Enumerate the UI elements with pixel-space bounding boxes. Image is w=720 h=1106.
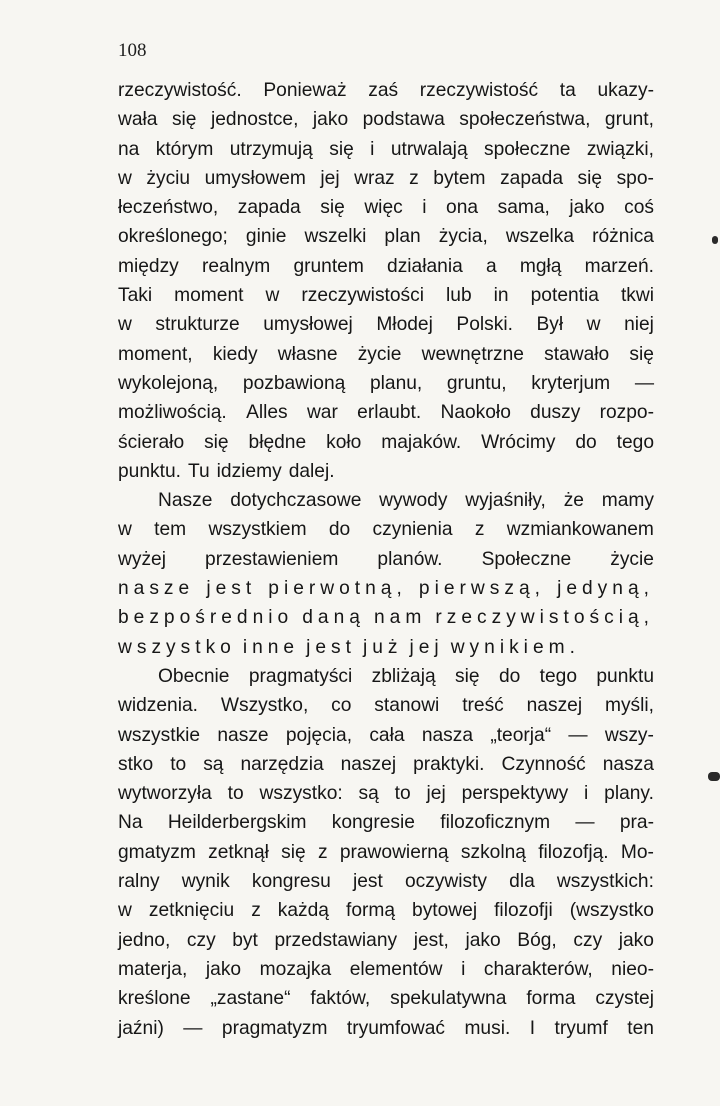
word: naszej [340, 753, 397, 775]
word: nasza [602, 753, 654, 775]
word: faktów, [310, 988, 371, 1010]
text-line [118, 926, 654, 955]
word: pierwotną, [268, 578, 407, 600]
word: mamy [601, 490, 654, 512]
word: praktyki. [413, 753, 485, 775]
word: w [118, 519, 132, 541]
text-line [118, 984, 654, 1013]
word: sama, [497, 197, 550, 219]
word: ścierało [118, 431, 185, 453]
word: z [317, 841, 328, 863]
word: Polski. [456, 314, 513, 336]
word: do [498, 665, 521, 687]
word: — [575, 812, 595, 834]
word: naszej [526, 695, 583, 717]
word: tem [154, 519, 187, 541]
word: się [204, 431, 229, 453]
word: cała [369, 724, 405, 746]
word: wszy- [604, 724, 654, 746]
word: filozofją. [538, 841, 609, 863]
word: grunt, [604, 109, 654, 131]
word: każdą [277, 900, 329, 922]
word: co [331, 695, 352, 717]
word: czy [573, 929, 603, 951]
word: zapada [237, 197, 301, 219]
text-line [118, 691, 654, 720]
word: pojęcia, [285, 724, 353, 746]
word: formą [345, 900, 396, 922]
word: są [358, 783, 379, 805]
word: kryterjum [531, 372, 611, 394]
word: treść [462, 695, 504, 717]
word: własne [277, 343, 338, 365]
page-number: 108 [118, 40, 147, 61]
word: przedstawiany [274, 929, 398, 951]
word: tego [616, 431, 654, 453]
word: błędne [248, 431, 307, 453]
word: określonego; [118, 226, 228, 248]
word: jako [465, 929, 501, 951]
text-line [118, 369, 654, 398]
text-line [118, 955, 654, 984]
word: życiu [146, 167, 191, 189]
word: lub [446, 285, 472, 307]
word: jest [306, 636, 356, 658]
word: tego [539, 665, 578, 687]
word: a [485, 255, 497, 277]
word: i [584, 783, 589, 805]
word: koło [326, 431, 362, 453]
text-line [118, 457, 654, 486]
word: rzeczywistość. [118, 80, 242, 101]
word: się [455, 665, 480, 687]
margin-mark [708, 772, 720, 781]
word: pozbawioną [242, 372, 346, 394]
word: mozajka [259, 958, 332, 980]
word: nasza [421, 724, 474, 746]
text-line [118, 662, 654, 691]
word: materja, [118, 958, 188, 980]
word: wyżej [118, 548, 166, 570]
word: Społeczne [481, 548, 572, 570]
word: byt [232, 929, 258, 951]
word: życie [357, 343, 402, 365]
word: ginie [245, 226, 287, 248]
word: „zastane“ [210, 988, 291, 1010]
word: ralny [118, 871, 160, 893]
text-line [118, 222, 654, 251]
word: coś [624, 197, 654, 219]
word: zbliżają [371, 665, 436, 687]
word: — [568, 724, 588, 746]
word: kongresu [251, 871, 331, 893]
word: „teorja“ [490, 724, 552, 746]
word: strukturze [155, 314, 240, 336]
word: w [118, 314, 132, 336]
text-line [118, 193, 654, 222]
text-line [118, 545, 654, 574]
word: się [629, 343, 654, 365]
text-line [118, 721, 654, 750]
word: Taki [118, 285, 153, 307]
word: więc [364, 197, 403, 219]
word: mgłą [519, 255, 562, 277]
word: gruntem [293, 255, 364, 277]
word: moment, [118, 343, 193, 365]
word: czynienia [372, 519, 453, 541]
text-line [118, 164, 654, 193]
word: przestawieniem [205, 548, 339, 570]
word: jako [312, 109, 349, 131]
word: z [251, 900, 261, 922]
word: Nasze [158, 490, 213, 512]
text-line [118, 340, 654, 369]
word: forma [526, 988, 576, 1010]
body-text [118, 76, 654, 1043]
word: inne [242, 636, 300, 658]
word: narzędzia [240, 753, 324, 775]
word: gmatyzm [118, 841, 196, 863]
word: w [586, 314, 601, 336]
word: różnica [592, 226, 654, 248]
word: ukazy- [597, 80, 654, 101]
word: na [118, 138, 140, 160]
word: rozpo- [599, 402, 654, 424]
word: zetknął [208, 841, 269, 863]
word: Był [536, 314, 564, 336]
word: wszelki [304, 226, 367, 248]
word: to [170, 753, 187, 775]
word: zetknięciu [148, 900, 235, 922]
text-line [118, 750, 654, 779]
word: umysłowej [263, 314, 353, 336]
text-line [118, 779, 654, 808]
word: erlaubt. [357, 402, 422, 424]
margin-mark [712, 236, 718, 244]
word: stawało [544, 343, 610, 365]
word: czy [186, 929, 216, 951]
word: rzeczywistości [301, 285, 424, 307]
word: Czynność [501, 753, 586, 775]
word: spo- [616, 167, 654, 189]
word: wszystkie [118, 724, 201, 746]
word: wszystko [118, 636, 236, 658]
word: nieo- [611, 958, 654, 980]
word: pra- [619, 812, 654, 834]
word: tryumfować [346, 1017, 446, 1039]
text-line [118, 252, 654, 281]
word: i [461, 958, 466, 980]
word: jednostce, [210, 109, 299, 131]
word: między [118, 255, 179, 277]
word: wszystko: [259, 783, 343, 805]
word: umysłowem [204, 167, 306, 189]
word: filozofji [494, 900, 553, 922]
word: społeczeństwa, [459, 109, 591, 131]
word: łeczeństwo, [118, 197, 219, 219]
word: wynikiem. [450, 636, 580, 658]
word: nam [374, 607, 427, 629]
word: wszystkich: [556, 871, 654, 893]
word: z [409, 167, 419, 189]
word: pragmatyści [248, 665, 353, 687]
word: Ponieważ [263, 80, 347, 101]
word: do [328, 519, 351, 541]
word: Na [118, 812, 143, 834]
text-line [118, 428, 654, 457]
word: daną [302, 607, 365, 629]
word: in [493, 285, 509, 307]
word: zapada [500, 167, 564, 189]
word: do [575, 431, 597, 453]
word: pierwszą, [418, 578, 545, 600]
word: to [227, 783, 244, 805]
word: myśli, [604, 695, 654, 717]
word: wzmiankowanem [506, 519, 654, 541]
word: są [203, 753, 224, 775]
word: jej [320, 167, 340, 189]
word: utrzymują [229, 138, 313, 160]
word: kreślone [118, 988, 191, 1010]
word: się [577, 167, 603, 189]
word: dotychczasowe [230, 490, 362, 512]
word: war [306, 402, 338, 424]
word: i [422, 197, 427, 219]
word: nasze [118, 578, 195, 600]
word: — [183, 1017, 203, 1039]
word: tkwi [620, 285, 654, 307]
text-line [118, 398, 654, 427]
word: i [370, 138, 375, 160]
text-line [118, 633, 654, 662]
text-line [118, 574, 654, 603]
text-line [118, 838, 654, 867]
text-line [118, 867, 654, 896]
word: widzenia. [118, 695, 198, 717]
word: nasze [217, 724, 269, 746]
word: bytem [433, 167, 486, 189]
word: jest, [413, 929, 449, 951]
word: Tu [187, 460, 210, 482]
word: rzeczywistość [419, 80, 539, 101]
word: elementów [349, 958, 443, 980]
word: Wrócimy [481, 431, 556, 453]
word: wynik [181, 871, 230, 893]
text-line [118, 310, 654, 339]
word: kiedy [212, 343, 258, 365]
text-line [118, 76, 654, 105]
word: w [118, 167, 132, 189]
word: Bóg, [517, 929, 557, 951]
word: wszelka [505, 226, 575, 248]
word: jedno, [118, 929, 171, 951]
word: Młodej [376, 314, 433, 336]
word: szkolną [460, 841, 526, 863]
word: ten [627, 1017, 654, 1039]
word: utrwalają [390, 138, 468, 160]
word: kongresie [331, 812, 415, 834]
word: musi. [464, 1017, 511, 1039]
word: jej [426, 783, 446, 805]
word: jako [569, 197, 605, 219]
word: w [265, 285, 280, 307]
word: Heilderbergskim [167, 812, 307, 834]
word: Obecnie [158, 665, 230, 687]
word: — [634, 372, 654, 394]
word: podstawa [362, 109, 445, 131]
word: plany. [604, 783, 654, 805]
word: wszystkiem [208, 519, 307, 541]
word: gruntu, [446, 372, 507, 394]
word: bezpośrednio [118, 607, 294, 629]
word: w [118, 900, 132, 922]
word: planów. [377, 548, 443, 570]
word: możliwością. [118, 402, 227, 424]
word: jedyną, [557, 578, 654, 600]
word: marzeń. [584, 255, 654, 277]
word: związki, [586, 138, 654, 160]
word: się [329, 138, 354, 160]
word: idziemy [216, 460, 282, 482]
word: oczywisty [404, 871, 488, 893]
word: jaźni) [118, 1017, 164, 1039]
word: plan [384, 226, 421, 248]
text-line [118, 281, 654, 310]
word: jest [352, 871, 383, 893]
word: punktu. [118, 460, 181, 482]
word: wała [118, 109, 158, 131]
word: duszy [530, 402, 581, 424]
word: którym [155, 138, 214, 160]
word: Mo- [620, 841, 654, 863]
text-line [118, 808, 654, 837]
word: się [281, 841, 306, 863]
word: stanowi [374, 695, 440, 717]
word: Alles [246, 402, 288, 424]
word: ta [559, 80, 576, 101]
word: charakterów, [483, 958, 593, 980]
text-line [118, 515, 654, 544]
word: to [394, 783, 411, 805]
word: niej [624, 314, 654, 336]
text-line [118, 135, 654, 164]
word: życia, [438, 226, 488, 248]
word: dalej. [288, 460, 335, 482]
word: wywody [379, 490, 448, 512]
word: stko [118, 753, 154, 775]
word: działania [387, 255, 463, 277]
word: życie [610, 548, 654, 570]
word: się [320, 197, 345, 219]
word: perspektywy [461, 783, 569, 805]
word: zaś [368, 80, 399, 101]
word: społeczne [484, 138, 571, 160]
word: (wszystko [569, 900, 654, 922]
word: wewnętrzne [421, 343, 524, 365]
word: bytowej [412, 900, 478, 922]
word: planu, [369, 372, 423, 394]
word: potentia [530, 285, 599, 307]
word: jej [409, 636, 444, 658]
word: że [563, 490, 584, 512]
word: czystej [595, 988, 654, 1010]
word: wykolejoną, [118, 372, 219, 394]
text-line [118, 486, 654, 515]
text-line [118, 1014, 654, 1043]
text-line [118, 105, 654, 134]
word: z [474, 519, 485, 541]
word: spekulatywna [390, 988, 507, 1010]
word: już [362, 636, 403, 658]
word: I [529, 1017, 536, 1039]
word: punktu [596, 665, 654, 687]
word: rzeczywistością, [435, 607, 654, 629]
word: wraz [354, 167, 395, 189]
text-line [118, 603, 654, 632]
word: filozoficznym [440, 812, 551, 834]
word: majaków. [381, 431, 462, 453]
word: Naokoło [440, 402, 511, 424]
word: jest [206, 578, 257, 600]
word: ona [446, 197, 479, 219]
word: się [171, 109, 197, 131]
word: tryumf [554, 1017, 608, 1039]
text-line [118, 896, 654, 925]
word: moment [174, 285, 244, 307]
word: wytworzyła [118, 783, 212, 805]
word: prawowierną [339, 841, 449, 863]
word: Wszystko, [220, 695, 309, 717]
word: dla [509, 871, 535, 893]
word: jako [618, 929, 654, 951]
word: realnym [201, 255, 271, 277]
word: jako [205, 958, 242, 980]
word: wyjaśniły, [465, 490, 546, 512]
word: pragmatyzm [221, 1017, 328, 1039]
